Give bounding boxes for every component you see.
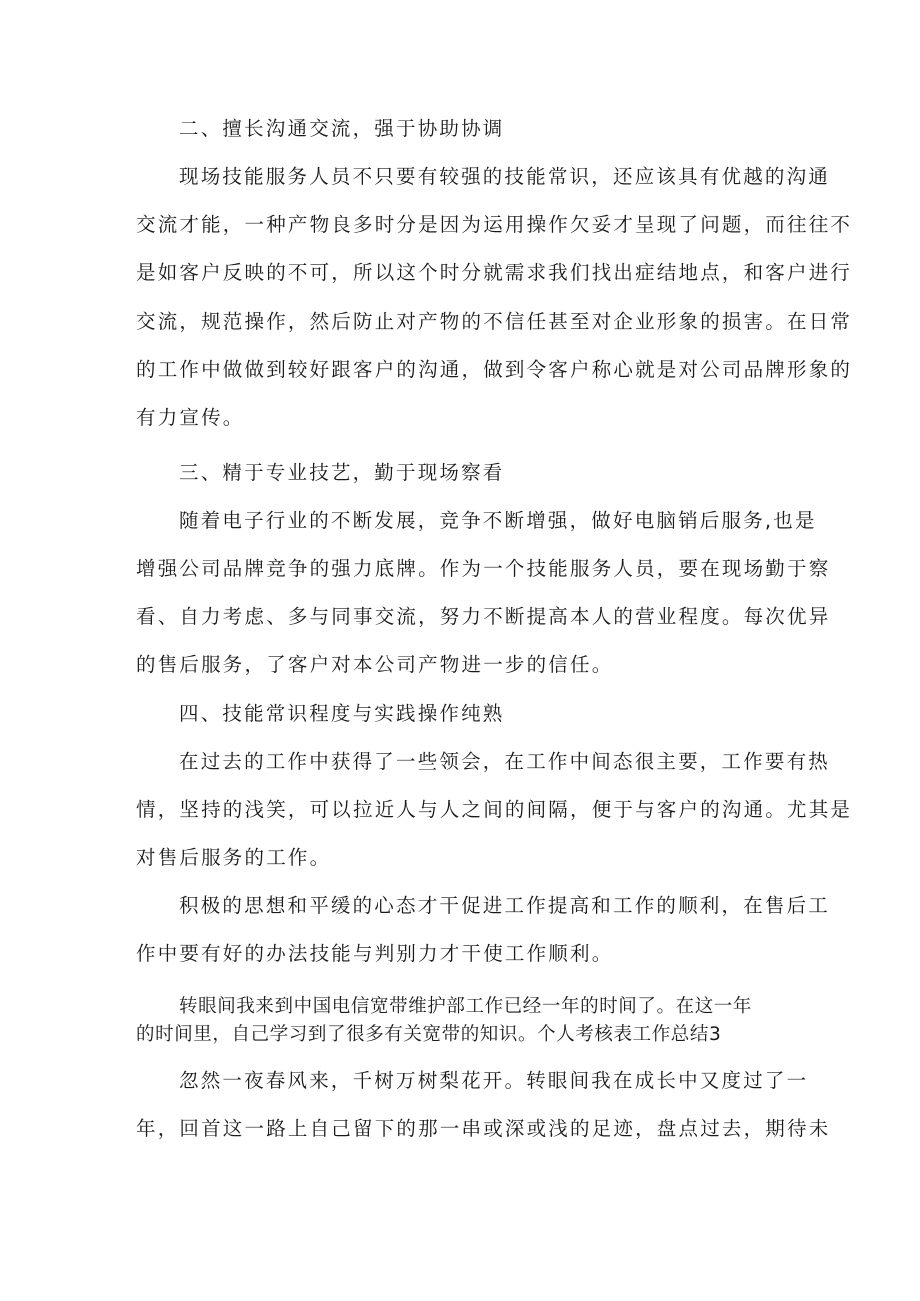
paragraph-line: 看、自力考虑、多与同事交流，努力不断提高本人的营业程度。每次优异: [136, 605, 831, 628]
paragraph-line: 对售后服务的工作。: [136, 846, 332, 869]
paragraph-line: 增强公司品牌竞争的强力底牌。作为一个技能服务人员，要在现场勤于察: [136, 557, 831, 580]
paragraph-line: 在过去的工作中获得了一些领会，在工作中间态很主要，工作要有热: [179, 750, 831, 773]
paragraph-line: 作中要有好的办法技能与判别力才干使工作顺利。: [136, 942, 614, 965]
paragraph-line: 是如客户反映的不可，所以这个时分就需求我们找出症结地点，和客户进行: [136, 261, 853, 284]
paragraph-line: 积极的思想和平缓的心态才干促进工作提高和工作的顺利，在售后工: [179, 894, 831, 917]
paragraph-line: 的时间里，自己学习到了很多有关宽带的知识。个人考核表工作总结3: [136, 1024, 722, 1045]
paragraph-line: 年，回首这一路上自己留下的那一串或深或浅的足迹，盘点过去，期待未: [136, 1117, 831, 1140]
paragraph-line: 转眼间我来到中国电信宽带维护部工作已经一年的时间了。在这一年: [179, 996, 753, 1017]
paragraph-line: 随着电子行业的不断发展，竞争不断增强，做好电脑销后服务,也是: [179, 509, 817, 532]
paragraph-line: 的工作中做做到较好跟客户的沟通，做到令客户称心就是对公司品牌形象的: [136, 358, 853, 381]
section-heading: 四、技能常识程度与实践操作纯熟: [179, 702, 505, 725]
section-heading: 三、精于专业技艺，勤于现场察看: [179, 461, 505, 484]
paragraph-line: 情，坚持的浅笑，可以拉近人与人之间的间隔，便于与客户的沟通。尤其是: [136, 798, 853, 821]
paragraph-line: 有力宣传。: [136, 406, 245, 429]
paragraph-line: 现场技能服务人员不只要有较强的技能常识，还应该具有优越的沟通: [179, 165, 831, 188]
paragraph-line: 交流，规范操作，然后防止对产物的不信任甚至对企业形象的损害。在日常: [136, 310, 853, 333]
section-heading: 二、擅长沟通交流，强于协助协调: [179, 117, 505, 140]
paragraph-line: 忽然一夜春风来，千树万树梨花开。转眼间我在成长中又度过了一: [179, 1069, 809, 1092]
paragraph-line: 的售后服务，了客户对本公司产物进一步的信任。: [136, 653, 614, 676]
paragraph-line: 交流才能，一种产物良多时分是因为运用操作欠妥才呈现了问题，而往往不: [136, 213, 853, 236]
